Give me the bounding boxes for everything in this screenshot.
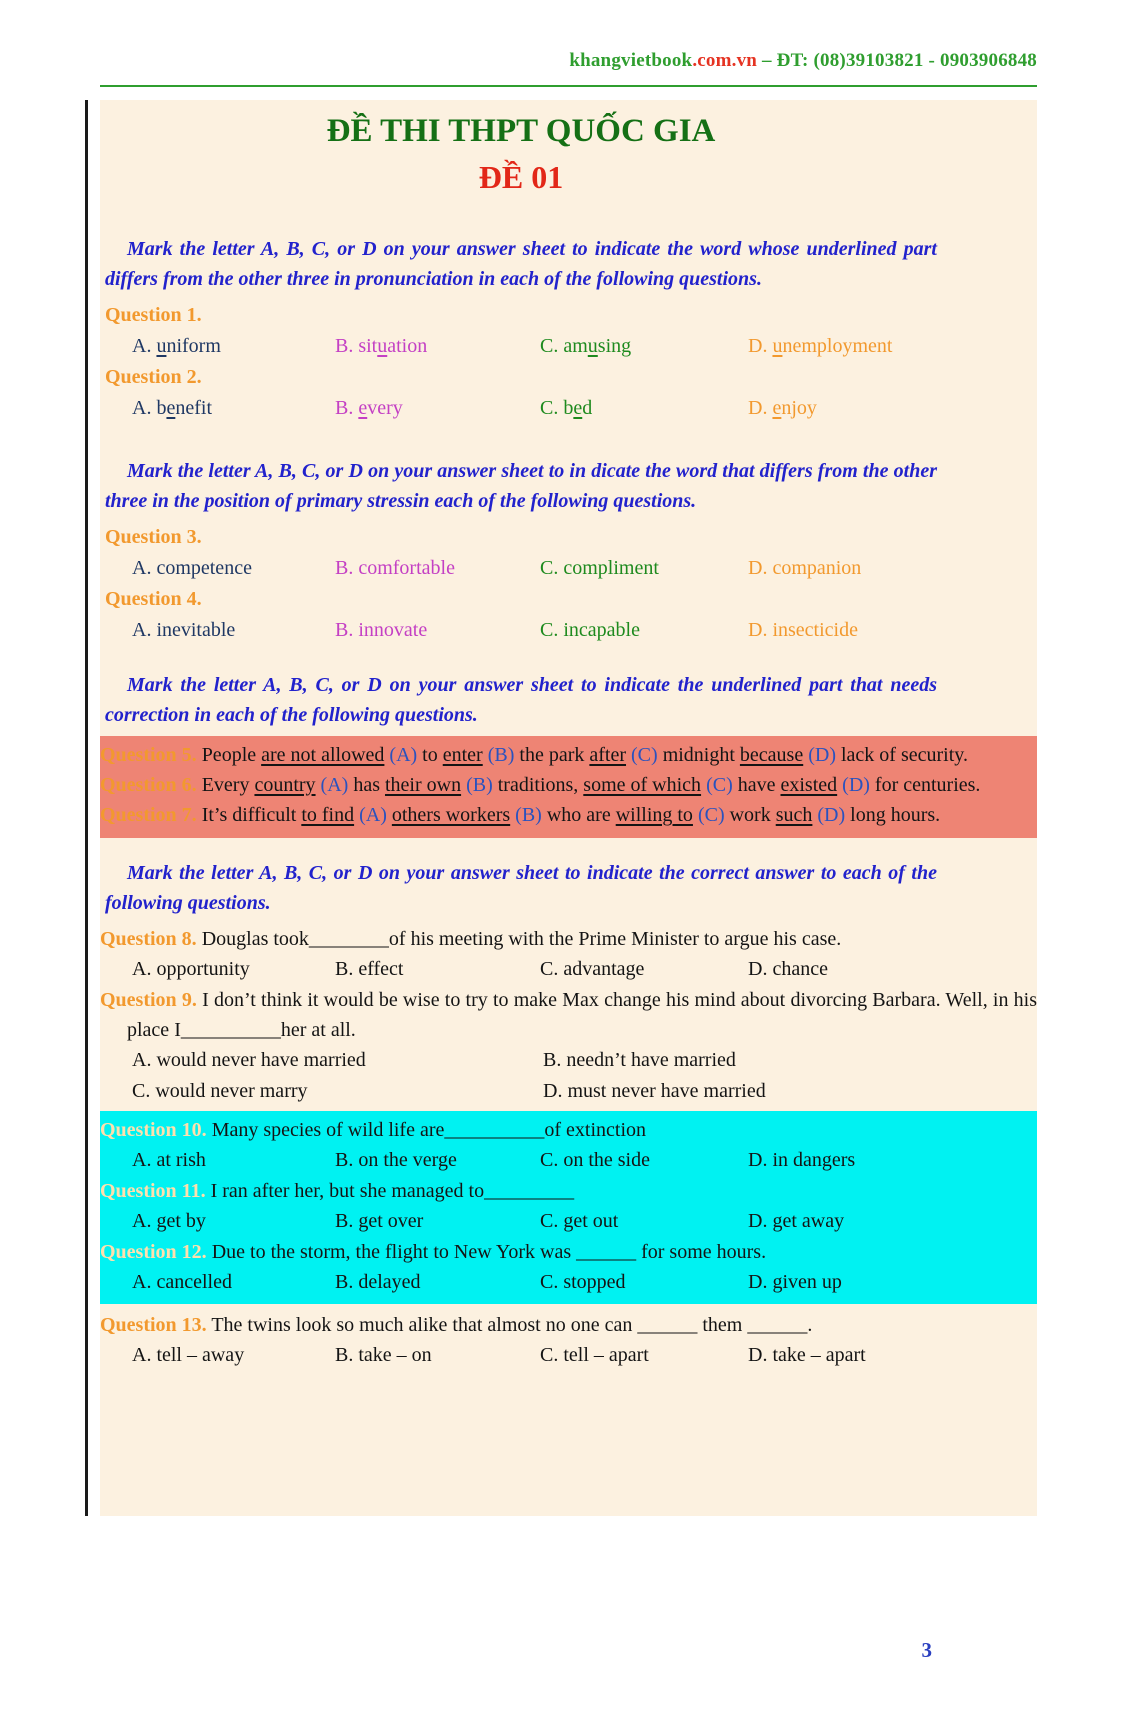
question-5-text: People are not allowed (A) to enter (B) the park after (C) midnight because (D) lack of security.: [196, 744, 968, 766]
question-8-options: [105, 954, 937, 985]
question-11-option-c: C. get out: [540, 1210, 619, 1232]
question-8-option-a: A. opportunity: [132, 958, 250, 980]
exam-title: ĐỀ THI THPT QUỐC GIA: [326, 113, 716, 149]
question-8: [100, 924, 1037, 954]
question-9-option-a: A. would never have married: [132, 1049, 366, 1071]
question-10-options: [105, 1145, 937, 1176]
question-2-options: [105, 393, 937, 424]
question-4-options: [105, 615, 937, 646]
site-contact: – ĐT: (08)39103821 - 0903906848: [757, 50, 1037, 71]
question-3-options: [105, 553, 937, 584]
question-1-options: [105, 331, 937, 362]
question-13-option-b: B. take – on: [335, 1344, 432, 1366]
site-header: [569, 50, 1037, 72]
question-12-label: Question 12.: [100, 1241, 207, 1263]
question-13: [100, 1310, 1037, 1340]
question-3-option-b: B. comfortable: [335, 557, 455, 579]
question-8-option-d: D. chance: [748, 958, 828, 980]
question-13-options: [105, 1340, 937, 1371]
question-1-label: Question 1.: [105, 304, 202, 326]
question-10-label: Question 10.: [100, 1119, 207, 1141]
instruction-stress: Mark the letter A, B, C, or D on your answer sheet to in dicate the word that differs from the other three in the position of primary stressin each of the following questions.: [105, 460, 937, 512]
question-2-option-c: C. bed: [540, 397, 593, 419]
question-10-option-d: D. in dangers: [748, 1149, 856, 1171]
question-8-text: Douglas took________of his meeting with the Prime Minister to argue his case.: [196, 928, 842, 950]
question-13-option-d: D. take – apart: [748, 1344, 866, 1366]
question-13-option-c: C. tell – apart: [540, 1344, 649, 1366]
question-11-option-d: D. get away: [748, 1210, 845, 1232]
question-4-option-c: C. incapable: [540, 619, 640, 641]
question-8-label: Question 8.: [100, 928, 197, 950]
question-12-text: Due to the storm, the flight to New York was ______ for some hours.: [206, 1241, 767, 1263]
question-9-option-c: C. would never marry: [132, 1080, 308, 1102]
question-9: [100, 985, 1037, 1045]
question-2-option-d: D. enjoy: [748, 397, 817, 419]
highlight-block-cyan: [100, 1111, 1037, 1304]
question-11-label: Question 11.: [100, 1180, 206, 1202]
question-4-option-b: B. innovate: [335, 619, 428, 641]
header-divider: [100, 85, 1037, 87]
question-5: [100, 740, 1037, 770]
question-12-option-a: A. cancelled: [132, 1271, 232, 1293]
highlight-block-correction: [100, 736, 1037, 838]
question-1-option-d: D. unemployment: [748, 335, 893, 357]
question-10-option-b: B. on the verge: [335, 1149, 457, 1171]
question-3-option-c: C. compliment: [540, 557, 659, 579]
question-4-label: Question 4.: [105, 588, 202, 610]
question-3-option-a: A. competence: [132, 557, 252, 579]
page-number: 3: [921, 1638, 932, 1662]
question-8-option-b: B. effect: [335, 958, 404, 980]
question-7-label: Question 7.: [100, 804, 197, 826]
question-3-option-d: D. companion: [748, 557, 862, 579]
question-12-option-d: D. given up: [748, 1271, 842, 1293]
question-1-option-b: B. situation: [335, 335, 428, 357]
question-13-label: Question 13.: [100, 1314, 207, 1336]
question-8-option-c: C. advantage: [540, 958, 645, 980]
question-9-text: I don’t think it would be wise to try to make Max change his mind about divorcing Barbara. Well, in his place I__________her at all.: [127, 989, 1037, 1041]
question-9-option-d: D. must never have married: [543, 1080, 766, 1102]
exam-sheet: [100, 100, 1037, 1516]
question-1-option-c: C. amusing: [540, 335, 632, 357]
question-11-option-b: B. get over: [335, 1210, 424, 1232]
question-12: [100, 1237, 1037, 1267]
question-5-label: Question 5.: [100, 744, 197, 766]
question-13-text: The twins look so much alike that almost no one can ______ them ______.: [206, 1314, 813, 1336]
question-11-text: I ran after her, but she managed to_________: [205, 1180, 575, 1202]
question-9-options: [105, 1045, 937, 1107]
question-6: [100, 770, 1037, 800]
question-9-option-b: B. needn’t have married: [543, 1049, 736, 1071]
site-domain: .com.vn: [692, 50, 758, 71]
question-4-option-d: D. insecticide: [748, 619, 858, 641]
instruction-correction: Mark the letter A, B, C, or D on your answer sheet to indicate the underlined part that needs correction in each of the following questions.: [105, 674, 937, 726]
question-6-label: Question 6.: [100, 774, 197, 796]
question-11: [100, 1176, 1037, 1206]
exam-subtitle: ĐỀ 01: [478, 159, 564, 195]
question-2-label: Question 2.: [105, 366, 202, 388]
question-10-option-c: C. on the side: [540, 1149, 650, 1171]
question-1-option-a: A. uniform: [132, 335, 221, 357]
question-13-option-a: A. tell – away: [132, 1344, 245, 1366]
question-9-label: Question 9.: [100, 989, 197, 1011]
question-12-option-b: B. delayed: [335, 1271, 421, 1293]
instruction-pronunciation: Mark the letter A, B, C, or D on your answer sheet to indicate the word whose underlined part differs from the other three in pronunciation in each of the following questions.: [105, 238, 937, 290]
question-10-option-a: A. at rish: [132, 1149, 206, 1171]
question-6-text: Every country (A) has their own (B) traditions, some of which (C) have existed (D) for centuries.: [196, 774, 981, 796]
question-10-text: Many species of wild life are__________of extinction: [206, 1119, 647, 1141]
question-2-option-a: A. benefit: [132, 397, 212, 419]
question-10: [100, 1115, 1037, 1145]
question-11-options: [105, 1206, 937, 1237]
question-4-option-a: A. inevitable: [132, 619, 236, 641]
question-12-options: [105, 1267, 937, 1298]
instruction-correct-answer: Mark the letter A, B, C, or D on your answer sheet to indicate the correct answer to each of the following questions.: [105, 862, 937, 914]
question-3-label: Question 3.: [105, 526, 202, 548]
site-name: khangvietbook: [569, 50, 693, 71]
question-7: [100, 800, 1037, 830]
question-7-text: It’s difficult to find (A) others workers (B) who are willing to (C) work such (D) long hours.: [196, 804, 941, 826]
question-11-option-a: A. get by: [132, 1210, 206, 1232]
page-spine-line: [85, 100, 88, 1516]
question-12-option-c: C. stopped: [540, 1271, 626, 1293]
question-2-option-b: B. every: [335, 397, 403, 419]
